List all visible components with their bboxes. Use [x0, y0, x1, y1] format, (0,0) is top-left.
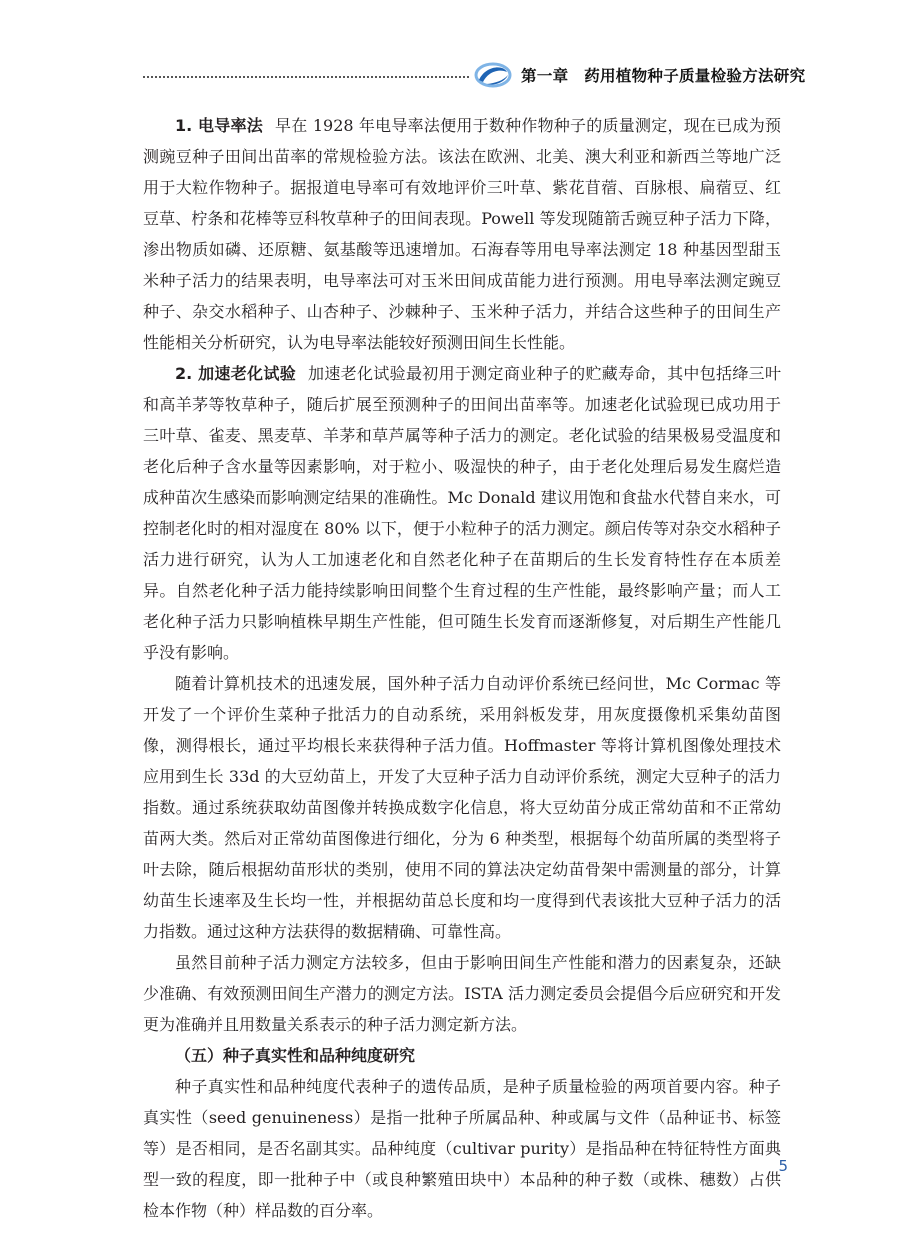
paragraph-text: 加速老化试验最初用于测定商业种子的贮藏寿命，其中包括绛三叶和高羊茅等牧草种子，随后扩展至预测种子的田间出苗率等。加速老化试验现已成功用于三叶草、雀麦、黑麦草、羊茅和草芦属等种子活力的测定。老化试验的结果极易受温度和老化后种子含水量等因素影响，对于粒小、吸湿快的种子，由于老化处理后易发生腐烂造成种苗次生感染而影响测定结果的准确性。Mc Donald 建议用饱和食盐水代替自来水，可控制老化时的相对湿度在 80% 以下，便于小粒种子的活力测定。颜启传等对杂交水稻种子活力进行研究，认为人工加速老化和自然老化种子在苗期后的生长发育特性存在本质差异。自然老化种子活力能持续影响田间整个生育过程的生产性能，最终影响产量；而人工老化种子活力只影响植株早期生产性能，但可随生长发育而逐渐修复，对后期生产性能几乎没有影响。	[143, 364, 781, 662]
header-dotted-rule	[143, 76, 469, 78]
page-number: 5	[778, 1157, 788, 1175]
running-header	[143, 60, 806, 94]
swirl-logo-icon	[473, 60, 513, 90]
paragraph-genuineness: 种子真实性和品种纯度代表种子的遗传品质，是种子质量检验的两项首要内容。种子真实性（seed genuineness）是指一批种子所属品种、种或属与文件（品种证书、标签等）是否相同，是否名副其实。品种纯度（cultivar purity）是指品种在特征特性方面典型一致的程度，即一批种子中（或良种繁殖田块中）本品种的种子数（或株、穗数）占供检本作物（种）样品数的百分率。	[143, 1077, 781, 1220]
section-heading: （五）种子真实性和品种纯度研究	[175, 1046, 416, 1065]
paragraph-summary: 虽然目前种子活力测定方法较多，但由于影响田间生产性能和潜力的因素复杂，还缺少准确、有效预测田间生产潜力的测定方法。ISTA 活力测定委员会提倡今后应研究和开发更为准确并且用数量关系表示的种子活力测定新方法。	[143, 953, 781, 1034]
chapter-title: 第一章 药用植物种子质量检验方法研究	[521, 67, 806, 85]
section-lead-accelerated-aging: 2. 加速老化试验	[175, 364, 297, 383]
paragraph-text: 早在 1928 年电导率法便用于数种作物种子的质量测定，现在已成为预测豌豆种子田间出苗率的常规检验方法。该法在欧洲、北美、澳大利亚和新西兰等地广泛用于大粒作物种子。据报道电导率可有效地评价三叶草、紫花苜蓿、百脉根、扁蓿豆、红豆草、柠条和花棒等豆科牧草种子的田间表现。Powell 等发现随箭舌豌豆种子活力下降，渗出物质如磷、还原糖、氨基酸等迅速增加。石海春等用电导率法测定 18 种基因型甜玉米种子活力的结果表明，电导率法可对玉米田间成苗能力进行预测。用电导率法测定豌豆种子、杂交水稻种子、山杏种子、沙棘种子、玉米种子活力，并结合这些种子的田间生产性能相关分析研究，认为电导率法能较好预测田间生长性能。	[143, 116, 781, 352]
section-lead-conductivity: 1. 电导率法	[175, 116, 264, 135]
paragraph-computer-vision: 随着计算机技术的迅速发展，国外种子活力自动评价系统已经问世，Mc Cormac 等开发了一个评价生菜种子批活力的自动系统，采用斜板发芽，用灰度摄像机采集幼苗图像，测得根长，通过平均根长来获得种子活力值。Hoffmaster 等将计算机图像处理技术应用到生长 33d 的大豆幼苗上，开发了大豆种子活力自动评价系统，测定大豆种子的活力指数。通过系统获取幼苗图像并转换成数字化信息，将大豆幼苗分成正常幼苗和不正常幼苗两大类。然后对正常幼苗图像进行细化，分为 6 种类型，根据每个幼苗所属的类型将子叶去除，随后根据幼苗形状的类别，使用不同的算法决定幼苗骨架中需测量的部分，计算幼苗生长速率及生长均一性，并根据幼苗总长度和均一度得到代表该批大豆种子活力的活力指数。通过这种方法获得的数据精确、可靠性高。	[143, 674, 781, 941]
paragraph-conductivity	[143, 110, 781, 358]
page-body	[143, 110, 781, 1226]
paragraph-accelerated-aging	[143, 358, 781, 668]
